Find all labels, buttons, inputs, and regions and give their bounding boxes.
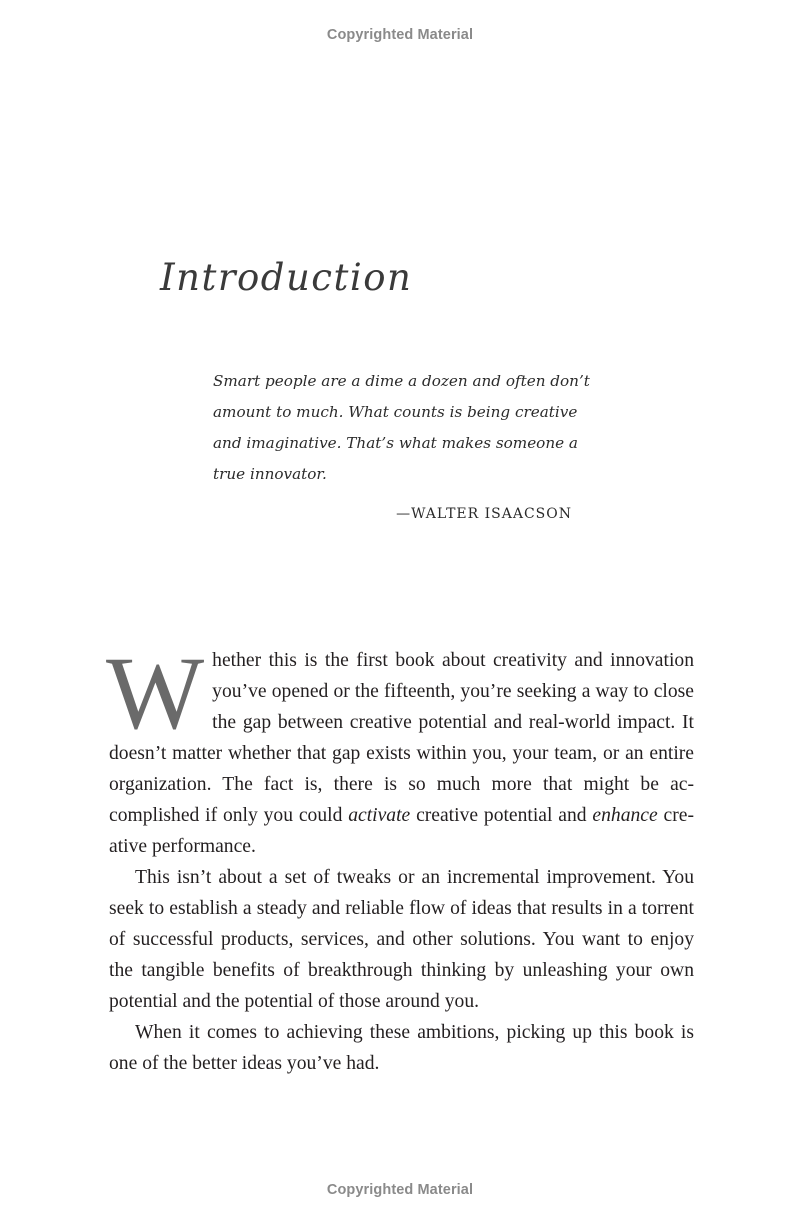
drop-cap: W: [106, 636, 205, 751]
epigraph-quote: Smart people are a dime a dozen and often don’t amount to much. What counts is being creative and imaginative. That’s what makes someone a true innovator.: [213, 372, 590, 483]
copyright-watermark-top: Copyrighted Material: [326, 27, 474, 43]
chapter-title: Introduction: [160, 256, 413, 299]
body-text: [106, 636, 694, 1079]
emphasis-activate: activate: [348, 805, 411, 826]
paragraph-1-text-a: hether this is the first book about creativity and innovation you’ve opened or the fifteenth, you’re seeking a way to close the gap between creative potential and real-world impact. It doesn’t matter whether that gap exists within you, your team, or an entire organization. The fact is, there is so much more that might be accomplished if only you could: [109, 650, 694, 826]
epigraph: [213, 366, 593, 522]
paragraph-3: When it comes to achieving these ambitions, picking up this book is one of the better ideas you’ve had.: [109, 1022, 694, 1074]
paragraph-2: This isn’t about a set of tweaks or an incremental improvement. You seek to establish a steady and reliable flow of ideas that results in a torrent of successful products, services, and other solutions. You want to enjoy the tangible benefits of breakthrough thinking by unleashing your own potential and the potential of those around you.: [109, 867, 694, 1012]
paragraph-1: [106, 636, 694, 862]
copyright-watermark-bottom: Copyrighted Material: [326, 1182, 474, 1198]
paragraph-1-text-c: creative performance.: [109, 805, 694, 857]
paragraph-1-text-b: creative potential and: [410, 805, 593, 826]
epigraph-attribution: —WALTER ISAACSON: [396, 506, 572, 522]
emphasis-enhance: enhance: [592, 805, 658, 826]
